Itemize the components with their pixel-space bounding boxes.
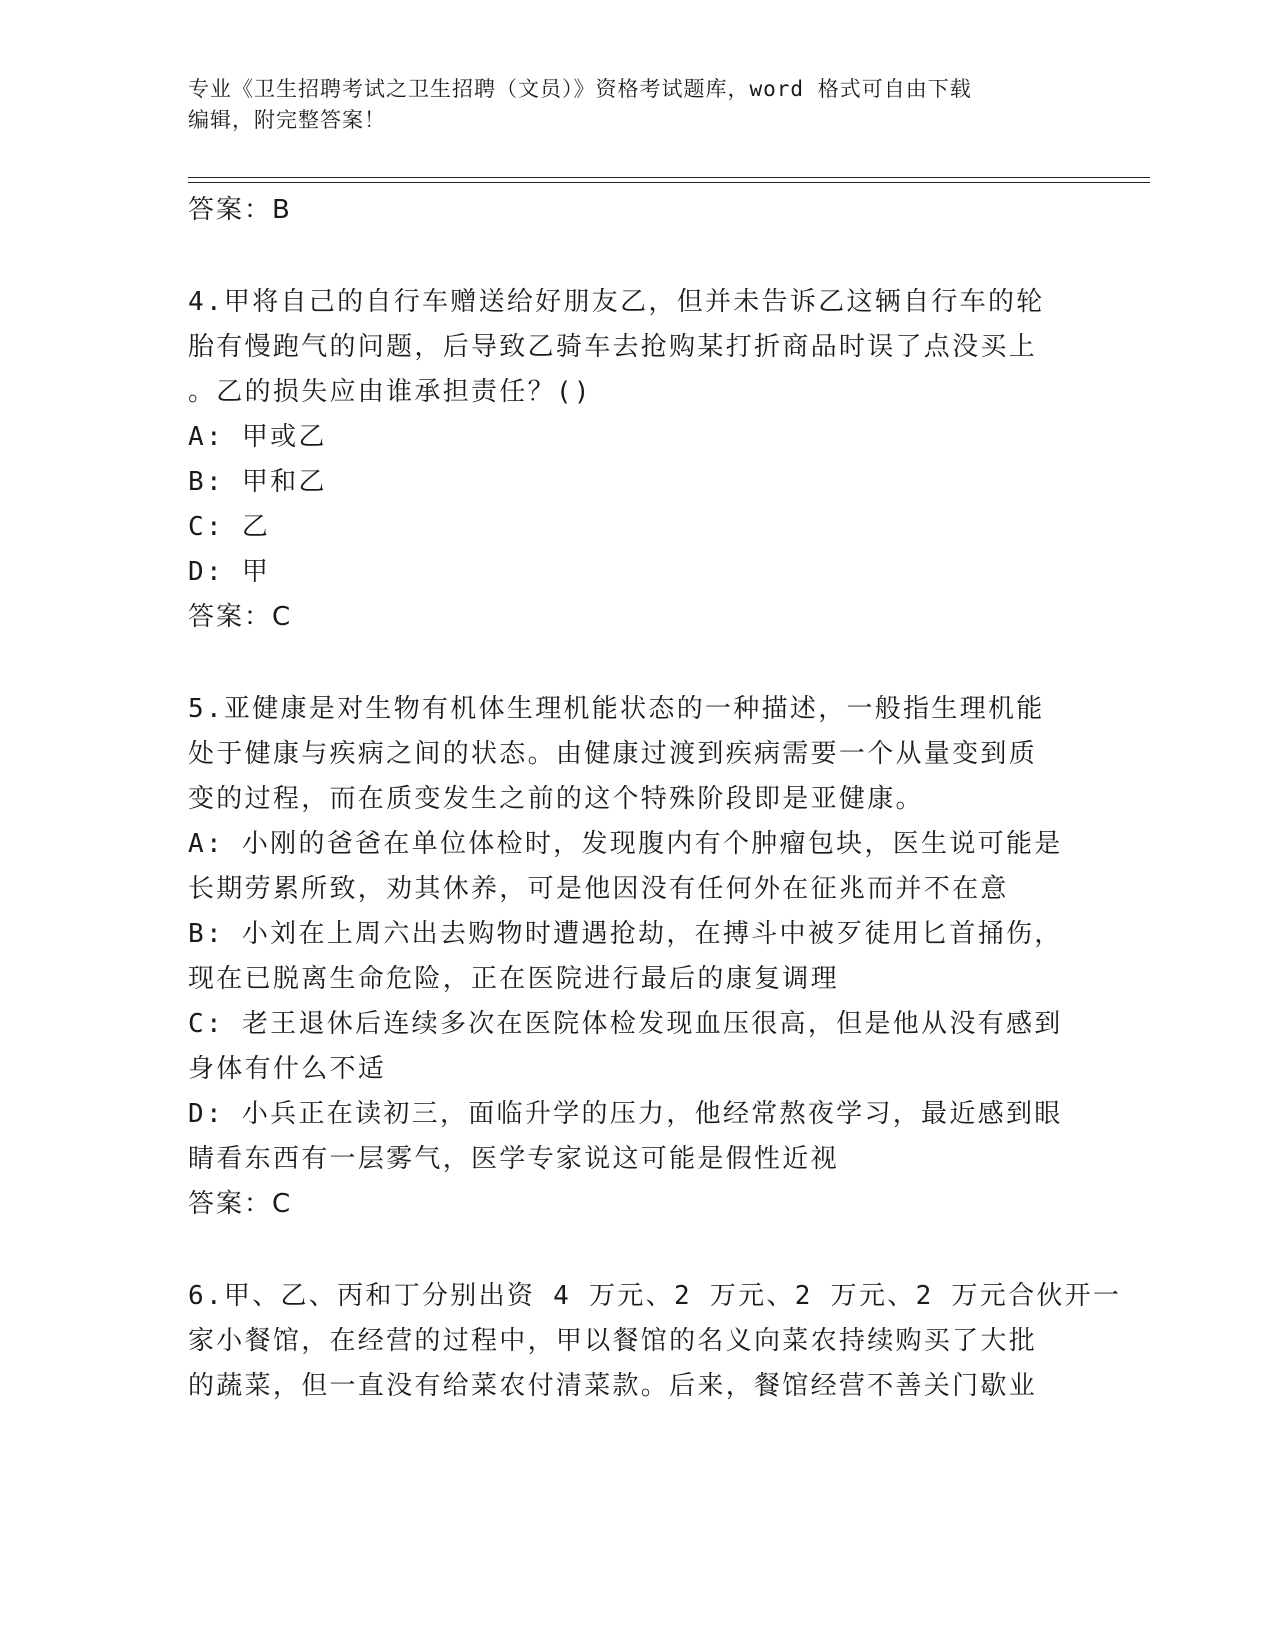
question-4-option-d: D: 甲 xyxy=(188,557,271,587)
question-4-option-b: B: 甲和乙 xyxy=(188,467,327,497)
question-5-option-c-cont: 身体有什么不适 xyxy=(188,1054,387,1084)
question-4-stem-line: 。乙的损失应由谁承担责任？() xyxy=(188,377,592,407)
question-5-option-a: A: 小刚的爸爸在单位体检时，发现腹内有个肿瘤包块，医生说可能是 xyxy=(188,829,1063,859)
question-5-stem-line: 变的过程，而在质变发生之前的这个特殊阶段即是亚健康。 xyxy=(188,784,924,814)
document-body xyxy=(188,188,1122,1409)
answer-q4: 答案：C xyxy=(188,602,293,632)
question-6-stem-line: 6.甲、乙、丙和丁分别出资 4 万元、2 万元、2 万元、2 万元合伙开一 xyxy=(188,1281,1122,1311)
question-5-stem-line: 5.亚健康是对生物有机体生理机能状态的一种描述，一般指生理机能 xyxy=(188,694,1045,724)
answer-q5: 答案：C xyxy=(188,1189,293,1219)
question-5-option-b: B: 小刘在上周六出去购物时遭遇抢劫，在搏斗中被歹徒用匕首捅伤， xyxy=(188,919,1063,949)
question-4-stem-line: 胎有慢跑气的问题，后导致乙骑车去抢购某打折商品时误了点没买上 xyxy=(188,332,1038,362)
question-5 xyxy=(188,687,1088,1227)
question-4-stem-line: 4.甲将自己的自行车赠送给好朋友乙，但并未告诉乙这辆自行车的轮 xyxy=(188,287,1045,317)
header-line-2: 编辑，附完整答案！ xyxy=(188,108,386,132)
question-4-option-a: A: 甲或乙 xyxy=(188,422,327,452)
question-5-option-d-cont: 睛看东西有一层雾气，医学专家说这可能是假性近视 xyxy=(188,1144,839,1174)
header-rule-bottom xyxy=(188,182,1150,183)
question-6-stem-line: 家小餐馆，在经营的过程中，甲以餐馆的名义向菜农持续购买了大批 xyxy=(188,1326,1038,1356)
question-5-stem-line: 处于健康与疾病之间的状态。由健康过渡到疾病需要一个从量变到质 xyxy=(188,739,1038,769)
question-5-option-a-cont: 长期劳累所致，劝其休养，可是他因没有任何外在征兆而并不在意 xyxy=(188,874,1009,904)
header-rule-top xyxy=(188,177,1150,178)
question-6-stem-line: 的蔬菜，但一直没有给菜农付清菜款。后来，餐馆经营不善关门歇业 xyxy=(188,1371,1038,1401)
question-4-option-c: C: 乙 xyxy=(188,512,271,542)
question-4 xyxy=(188,280,1088,640)
question-5-option-d: D: 小兵正在读初三，面临升学的压力，他经常熬夜学习，最近感到眼 xyxy=(188,1099,1063,1129)
question-6 xyxy=(188,1274,1122,1409)
document-header xyxy=(188,74,1068,136)
question-5-option-b-cont: 现在已脱离生命危险，正在医院进行最后的康复调理 xyxy=(188,964,839,994)
answer-q3: 答案：B xyxy=(188,195,292,225)
header-line-1: 专业《卫生招聘考试之卫生招聘（文员）》资格考试题库，word 格式可自由下载 xyxy=(188,77,972,101)
question-5-option-c: C: 老王退休后连续多次在医院体检发现血压很高，但是他从没有感到 xyxy=(188,1009,1063,1039)
